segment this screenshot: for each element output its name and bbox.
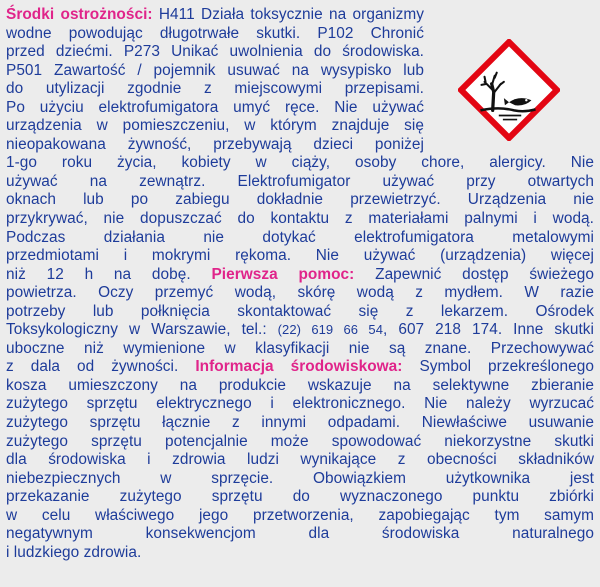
text-segment: niż 12 h na dobę.	[6, 265, 212, 283]
text-line	[6, 544, 594, 563]
text-line	[6, 284, 594, 303]
text-segment: negatywnym konsekwencjom dla środowiska naturalnego	[6, 525, 594, 543]
text-line	[6, 173, 594, 192]
text-segment: używać na zewnątrz. Elektrofumigator używać przy otwartych	[6, 172, 594, 190]
text-line	[6, 80, 424, 99]
text-segment: 1-go roku życia, kobiety w ciąży, osoby chore, alergicy. Nie	[6, 154, 594, 172]
text-segment: do utylizacji zgodnie z miejscowymi przepisami.	[6, 80, 424, 98]
text-line	[6, 99, 424, 118]
text-line	[6, 525, 594, 544]
text-line	[6, 377, 594, 396]
text-line	[6, 191, 594, 210]
text-line	[6, 43, 424, 62]
text-segment: oknach lub po zabiegu dokładnie przewietrzyć. Urządzenia nie	[6, 191, 594, 209]
text-line	[6, 136, 424, 155]
text-line	[6, 210, 594, 229]
text-segment: uboczne niż wymienione w klasyfikacji nie są znane. Przechowywać	[6, 339, 594, 357]
ghs09-environment-icon	[458, 39, 560, 141]
text-line	[6, 154, 594, 173]
text-segment: Podczas działania nie dotykać elektrofumigatora metalowymi	[6, 228, 594, 246]
text-segment: przykrywać, nie dopuszczać do kontaktu z materiałami palnymi i wodą.	[6, 210, 594, 228]
text-segment: potrzeby lub połknięcia skontaktować się z lekarzem. Ośrodek	[6, 302, 594, 320]
text-segment: zużytego sprzętu potencjalnie może spowodować niekorzystne skutki	[6, 432, 594, 450]
text-line	[6, 303, 594, 322]
text-line	[6, 414, 594, 433]
text-line	[6, 395, 594, 414]
text-segment: i ludzkiego zdrowia.	[6, 543, 142, 561]
text-segment: kosza umieszczony na produkcie wskazuje na selektywne zbieranie	[6, 376, 594, 394]
text-line	[6, 340, 594, 359]
text-segment: urządzenia w pomieszczeniu, w którym znajduje się	[6, 117, 424, 135]
text-segment: Zapewnić dostęp świeżego	[354, 265, 594, 283]
text-segment: Symbol przekreślonego	[402, 358, 594, 376]
text-line	[6, 321, 594, 340]
text-line	[6, 229, 594, 248]
text-line	[6, 62, 424, 81]
text-line	[6, 507, 594, 526]
text-segment: Toksykologiczny w Warszawie, tel.:	[6, 321, 278, 339]
text-segment: nieopakowana żywność, przebywają dzieci poniżej	[6, 135, 424, 153]
text-segment: przed dziećmi. P273 Unikać uwolnienia do środowiska.	[6, 43, 424, 61]
text-line	[6, 117, 424, 136]
text-segment: przekazanie zużytego sprzętu do wyznaczonego punktu zbiórki	[6, 488, 594, 506]
text-segment: wodne powodując długotrwałe skutki. P102 Chronić	[6, 24, 424, 42]
section-heading: Środki ostrożności:	[6, 6, 153, 23]
text-segment: w celu właściwego jego przetworzenia, zapobiegając tym samym	[6, 506, 594, 524]
text-line	[6, 470, 594, 489]
text-segment: P501 Zawartość / pojemnik usuwać na wysypisko lub	[6, 61, 424, 79]
text-segment: Po użyciu elektrofumigatora umyć ręce. Nie używać	[6, 98, 424, 116]
text-line	[6, 247, 594, 266]
text-line	[6, 451, 594, 470]
text-segment: zużytego sprzętu łącznie z innymi odpadami. Niewłaściwe usuwanie	[6, 414, 594, 432]
text-line	[6, 266, 594, 285]
text-line	[6, 6, 424, 25]
text-line	[6, 25, 424, 44]
text-line	[6, 358, 594, 377]
text-line	[6, 488, 594, 507]
text-segment: niebezpiecznych w sprzęcie. Obowiązkiem użytkownika jest	[6, 469, 594, 487]
text-segment: z dala od żywności.	[6, 358, 196, 376]
text-segment: , 607 218 174. Inne skutki	[383, 321, 594, 339]
text-segment: dla środowiska i zdrowia ludzi wynikające z obecności składników	[6, 451, 594, 469]
text-segment: H411 Działa toksycznie na organizmy	[152, 6, 424, 23]
text-segment: przedmiotami i mokrymi rękoma. Nie używać (urządzenia) więcej	[6, 247, 594, 265]
section-heading: Informacja środowiskowa:	[195, 358, 403, 376]
phone-number: (22) 619 66 54	[277, 322, 383, 338]
text-line	[6, 433, 594, 452]
section-heading: Pierwsza pomoc:	[211, 265, 355, 283]
text-segment: powietrza. Oczy przemyć wodą, skórę wodą z mydłem. W razie	[6, 284, 594, 302]
text-segment: zużytego sprzętu elektrycznego i elektronicznego. Nie należy wyrzucać	[6, 395, 594, 413]
